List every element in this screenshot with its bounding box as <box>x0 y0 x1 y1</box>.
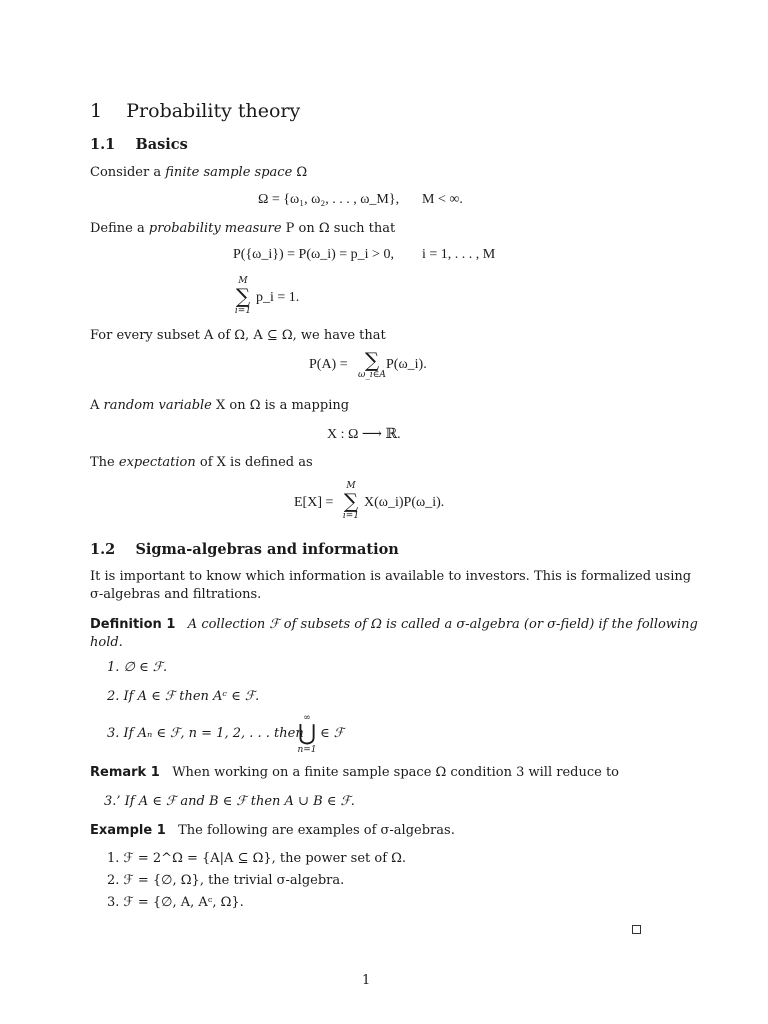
equation-expectation-left: E[X] = <box>294 495 334 510</box>
example-label: Example 1 <box>90 823 166 838</box>
equation-sample-space: Ω = {ω₁, ω₂, . . . , ω_M}, <box>258 192 400 207</box>
remark-label: Remark 1 <box>90 765 160 780</box>
emphasis: finite sample space <box>165 165 293 180</box>
sigma-icon: ∑ <box>343 489 359 513</box>
remark <box>90 765 619 780</box>
subsection-number: 1.1 <box>90 136 116 153</box>
union-icon: ⋃ <box>297 721 317 746</box>
section-number: 1 <box>90 100 103 122</box>
sigma-icon: ∑ <box>364 348 380 372</box>
subsection-number: 1.2 <box>90 541 116 558</box>
subsection-title: Sigma-algebras and information <box>135 541 399 558</box>
text: The <box>90 455 119 470</box>
qed-icon <box>632 925 641 934</box>
text: of X is defined as <box>195 455 313 470</box>
bigcup-symbol <box>296 713 318 755</box>
text: Consider a <box>90 165 166 180</box>
text: X on Ω is a mapping <box>211 398 350 413</box>
equation-prob-of-set-left: P(A) = <box>309 357 348 372</box>
paragraph-probability-measure <box>90 221 395 236</box>
sum-lower-limit: i=1 <box>234 306 252 316</box>
example-item-1: 1. ℱ = 2^Ω = {A|A ⊆ Ω}, the power set of Ω. <box>107 851 407 866</box>
definition-item-3-tail: ∈ ℱ <box>320 726 344 741</box>
sum-lower-limit: ω_i∈A <box>358 370 386 380</box>
definition-label: Definition 1 <box>90 617 176 632</box>
union-lower-limit: n=1 <box>297 745 317 755</box>
definition-item-2: 2. If A ∈ ℱ then Aᶜ ∈ ℱ. <box>107 689 260 704</box>
paragraph-sample-space <box>90 165 307 180</box>
paragraph-information-line1: It is important to know which information is available to investors. This is formalized using <box>90 569 692 584</box>
equation-prob-of-set-right: P(ω_i). <box>386 357 427 372</box>
text: Ω <box>292 165 308 180</box>
paragraph-expectation <box>90 455 313 470</box>
text: Define a <box>90 221 149 236</box>
sum-upper-limit: M <box>238 276 248 286</box>
example-text: The following are examples of σ-algebras. <box>178 823 455 838</box>
emphasis: probability measure <box>148 221 282 236</box>
sum-upper-limit: M <box>346 481 356 491</box>
remark-text: When working on a finite sample space Ω condition 3 will reduce to <box>172 765 619 780</box>
subsection-heading-basics <box>90 136 188 153</box>
paragraph-subset: For every subset A of Ω, A ⊆ Ω, we have that <box>90 328 386 343</box>
definition-line1 <box>90 617 698 632</box>
union-upper-limit: ∞ <box>303 713 311 723</box>
example-item-3: 3. ℱ = {∅, A, Aᶜ, Ω}. <box>107 895 244 910</box>
section-title: Probability theory <box>126 100 301 122</box>
emphasis: random variable <box>103 398 212 413</box>
sum-symbol <box>233 276 253 316</box>
example-item-2: 2. ℱ = {∅, Ω}, the trivial σ-algebra. <box>107 873 345 888</box>
text: A <box>90 398 104 413</box>
section-heading <box>90 100 300 122</box>
equation-index-range: i = 1, . . . , M <box>422 247 496 262</box>
equation-mapping: X : Ω ⟶ ℝ. <box>327 427 401 442</box>
sum-lower-limit: i=1 <box>342 511 360 521</box>
equation-point-probability: P({ω_i}) = P(ω_i) = p_i > 0, <box>233 247 394 262</box>
remark-item: 3.’ If A ∈ ℱ and B ∈ ℱ then A ∪ B ∈ ℱ. <box>104 794 355 809</box>
subsection-title: Basics <box>135 136 188 153</box>
definition-item-1: 1. ∅ ∈ ℱ. <box>107 660 168 675</box>
paragraph-information-line2: σ-algebras and filtrations. <box>90 587 262 602</box>
text: P on Ω such that <box>281 221 396 236</box>
sum-symbol <box>341 481 361 521</box>
page-number: 1 <box>362 973 371 988</box>
sigma-icon: ∑ <box>235 284 251 308</box>
definition-line2: hold. <box>90 635 123 650</box>
emphasis: expectation <box>118 455 196 470</box>
equation-sum-one: p_i = 1. <box>256 290 300 305</box>
equation-condition: M < ∞. <box>422 192 463 207</box>
paragraph-random-variable <box>90 398 349 413</box>
definition-text: A collection ℱ of subsets of Ω is called a σ-algebra (or σ-field) if the following <box>187 617 698 632</box>
example <box>90 823 455 838</box>
sum-symbol <box>357 350 387 380</box>
equation-expectation-right: X(ω_i)P(ω_i). <box>364 495 445 510</box>
definition-item-3: 3. If Aₙ ∈ ℱ, n = 1, 2, . . . then <box>107 726 304 741</box>
subsection-heading-sigma-algebras <box>90 541 399 558</box>
